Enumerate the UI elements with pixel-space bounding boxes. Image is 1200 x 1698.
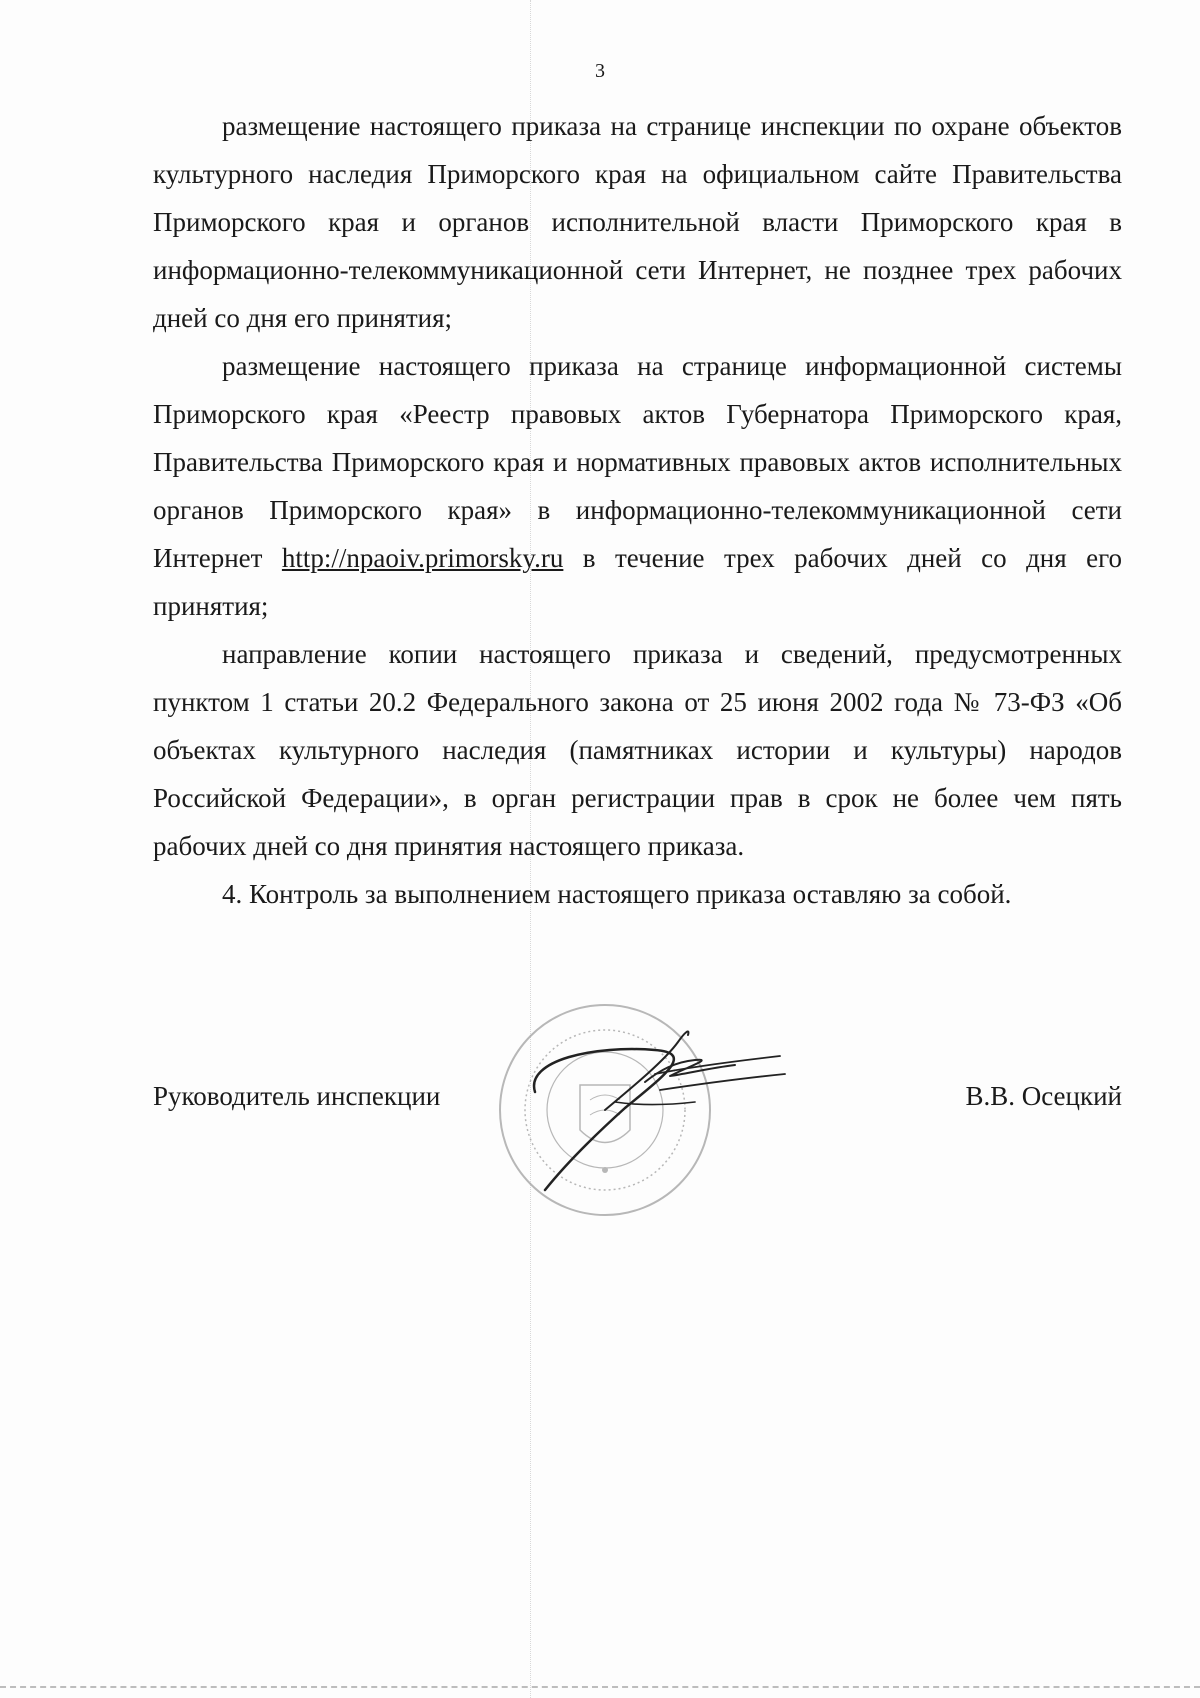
paragraph-website-publication: размещение настоящего приказа на странице инспекции по охране объектов культурного наследия Приморского края на официальном сайте Правительства Приморского края и органов исполнительной власти Приморского края в информационно-телекоммуникационной сети Интернет, не позднее трех рабочих дней со дня его принятия; (153, 111, 1122, 333)
stamp-and-signature (495, 990, 855, 1250)
handwritten-signature-icon (534, 1031, 785, 1190)
paragraph-control: 4. Контроль за выполнением настоящего приказа оставляю за собой. (222, 879, 1012, 909)
paragraph-registry-publication (153, 342, 1122, 630)
signer-name: В.В. Осецкий (965, 1081, 1122, 1111)
signer-position: Руководитель инспекции (153, 1081, 441, 1111)
registry-text-after-link: в течение трех рабочих дней со дня его принятия; (153, 543, 1122, 621)
document-body (153, 102, 1122, 918)
scan-bottom-edge (0, 1686, 1200, 1688)
page-number: 3 (595, 60, 605, 82)
registry-text-before-link: размещение настоящего приказа на странице информационной системы Приморского края «Реестр правовых актов Губернатора Приморского края, Правительства Приморского края и нормативных правовых актов исполнительных органов Приморского края» в информационно-телекоммуникационной сети Интернет (153, 351, 1122, 573)
paragraph-copy-direction: направление копии настоящего приказа и сведений, предусмотренных пунктом 1 статьи 20.2 Федерального закона от 25 июня 2002 года № 73-ФЗ «Об объектах культурного наследия (памятниках истории и культуры) народов Российской Федерации», в орган регистрации прав в срок не более чем пять рабочих дней со дня принятия настоящего приказа. (153, 639, 1122, 861)
registry-link[interactable]: http://npaoiv.primorsky.ru (281, 543, 564, 573)
